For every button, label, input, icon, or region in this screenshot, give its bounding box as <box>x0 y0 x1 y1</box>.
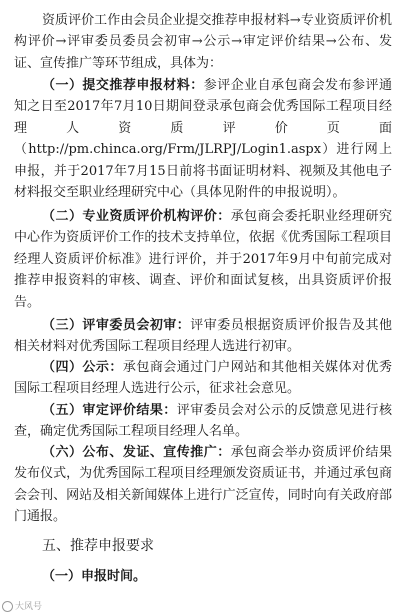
step3-text: 评审委员根据资质评价报告及其他相关材料对优秀国际工程项目经理人选进行初审。 <box>14 318 392 355</box>
step3-label: （三）评审委员会初审： <box>42 318 191 333</box>
step5-label: （五）审定评价结果： <box>42 403 177 418</box>
step1-label: （一）提交推荐申报材料： <box>42 78 204 93</box>
intro-text: 资质评价工作由会员企业提交推荐申报材料→专业资质评价机构评价→评审委员委员会初审→公示→审定评价结果→公布、发证、宣传推广等环节组成，具体为： <box>14 13 392 71</box>
step6-label: （六）公布、发证、宣传推广： <box>42 445 231 460</box>
step2-label: （二）专业资质评价机构评价： <box>42 209 231 224</box>
watermark <box>2 599 42 612</box>
watermark-text: 大风号 <box>15 602 43 612</box>
step6-paragraph <box>14 442 392 528</box>
sub-heading: （一）申报时间。 <box>42 569 147 584</box>
step5-text: 评审委员会对公示的反馈意见进行核查，确定优秀国际工程项目经理人名单。 <box>14 403 392 440</box>
step2-text: 承包商会委托职业经理研究中心作为资质评价工作的技术支持单位，依据《优秀国际工程项目经理人资质评价标准》进行评价，并于2017年9月中旬前完成对推荐申报资料的审核、调查、评价和面试复核，出具资质评价报告。 <box>14 209 392 310</box>
section-heading: 五、推荐申报要求 <box>42 538 154 554</box>
step6-text: 承包商会举办资质评价结果发布仪式，为优秀国际工程项目经理颁发资质证书，并通过承包商会会刊、网站及相关新闻媒体上进行广泛宣传，同时向有关政府部门通报。 <box>14 445 392 525</box>
watermark-logo-icon <box>2 601 13 612</box>
step4-label: （四）公示： <box>42 360 123 375</box>
step4-text: 承包商会通过门户网站和其他相关媒体对优秀国际工程项目经理人选进行公示，征求社会意见。 <box>14 360 392 397</box>
step1-paragraph <box>14 75 392 203</box>
intro-paragraph <box>14 10 392 74</box>
step1-text: 参评企业自承包商会发布参评通知之日至2017年7月10日期间登录承包商会优秀国际工程项目经理人资质评价页面（http://pm.chinca.org/Frm/JLRPJ/Login1.aspx）进行网上申报，并于2017年7月15日前将书面证明材料、视频及其他电子材料报交至职业经理研究中心（具体见附件的申报说明）。 <box>14 78 392 201</box>
step3-paragraph <box>14 315 392 358</box>
step2-paragraph <box>14 206 392 313</box>
step4-paragraph <box>14 357 392 400</box>
step5-paragraph <box>14 400 392 443</box>
